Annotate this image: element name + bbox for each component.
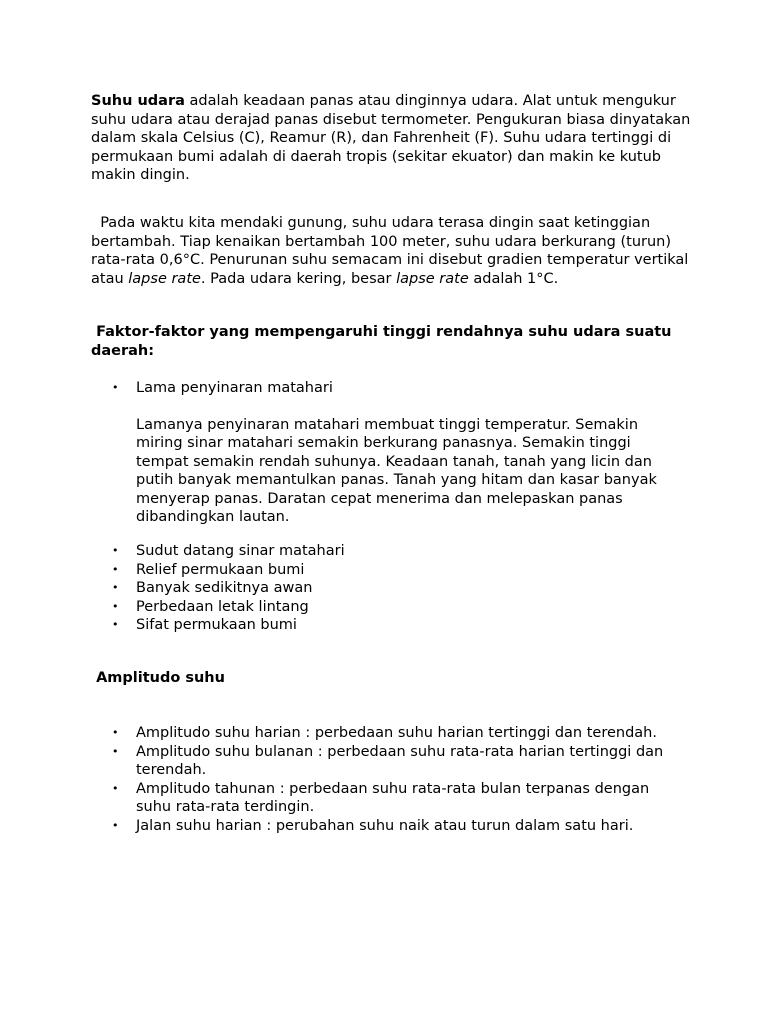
amplitude-list <box>91 724 691 835</box>
list-item <box>91 561 691 580</box>
factors-list-first <box>91 379 691 527</box>
heading-factors: Faktor-faktor yang mempengaruhi tinggi rendahnya suhu udara suatu daerah: <box>91 324 677 359</box>
paragraph-lapse-rate-text-c: adalah 1°C. <box>468 270 559 287</box>
list-item <box>91 542 691 561</box>
list-item-label: Amplitudo suhu bulanan : perbedaan suhu rata-rata harian tertinggi dan terendah. <box>136 743 664 778</box>
list-item <box>91 780 666 817</box>
list-item <box>91 817 666 836</box>
bullet: • <box>112 544 119 557</box>
lapse-rate-term-2: lapse rate <box>396 270 469 287</box>
bullet: • <box>112 726 119 739</box>
list-item-detail: Lamanya penyinaran matahari membuat tinggi temperatur. Semakin miring sinar matahari semakin berkurang panasnya. Semakin tinggi tempat semakin rendah suhunya. Keadaan tanah, tanah yang licin dan putih banyak memantulkan panas. Tanah yang hitam dan kasar banyak menyerap panas. Daratan cepat menerima dan melepaskan panas dibandingkan lautan. <box>136 416 657 525</box>
list-item-label: Jalan suhu harian : perubahan suhu naik atau turun dalam satu hari. <box>136 817 634 834</box>
list-item-label: Amplitudo tahunan : perbedaan suhu rata-rata bulan terpanas dengan suhu rata-rata terdingin. <box>136 780 650 815</box>
bullet: • <box>112 562 119 576</box>
list-item <box>91 379 691 527</box>
bullet: • <box>112 618 119 631</box>
heading-amplitude: Amplitudo suhu <box>91 670 225 686</box>
factors-list <box>91 542 691 635</box>
paragraph-lapse-rate <box>91 214 691 288</box>
paragraph-lapse-rate-text-b: . Pada udara kering, besar <box>200 270 397 287</box>
list-item-label: Sudut datang sinar matahari <box>136 543 345 559</box>
list-item-label: Relief permukaan bumi <box>136 561 305 578</box>
list-item-label: Amplitudo suhu harian : perbedaan suhu harian tertinggi dan terendah. <box>136 725 657 741</box>
list-item <box>91 616 691 635</box>
paragraph-suhu-udara <box>91 92 691 185</box>
list-item <box>91 598 691 617</box>
list-item <box>91 724 666 743</box>
list-item <box>91 579 691 598</box>
lapse-rate-term: lapse rate <box>128 270 201 287</box>
paragraph-lapse-rate-text-a: Pada waktu kita mendaki gunung, suhu udara terasa dingin saat ketinggian bertambah. Tiap kenaikan bertambah 100 meter, suhu udara berkurang (turun) rata-rata 0,6°C. Penurunan suhu semacam ini disebut gradien temperatur vertikal atau <box>91 215 693 287</box>
list-item-label: Perbedaan letak lintang <box>136 598 309 615</box>
bullet: • <box>112 581 119 594</box>
bullet: • <box>112 744 119 758</box>
list-item-label: Sifat permukaan bumi <box>136 617 297 633</box>
list-item-label: Banyak sedikitnya awan <box>136 580 313 596</box>
bullet: • <box>112 818 119 832</box>
term-suhu-udara: Suhu udara <box>91 93 185 109</box>
bullet: • <box>112 599 119 613</box>
list-item <box>91 743 666 780</box>
bullet: • <box>112 781 119 795</box>
bullet: • <box>112 381 119 394</box>
list-item-label: Lama penyinaran matahari <box>136 380 333 396</box>
paragraph-suhu-udara-text: adalah keadaan panas atau dinginnya udara. Alat untuk mengukur suhu udara atau derajad panas disebut termometer. Pengukuran biasa dinyatakan dalam skala Celsius (C), Reamur (R), dan Fahrenheit (F). Suhu udara tertinggi di permukaan bumi adalah di daerah tropis (sekitar ekuator) dan makin ke kutub makin dingin. <box>91 93 691 183</box>
